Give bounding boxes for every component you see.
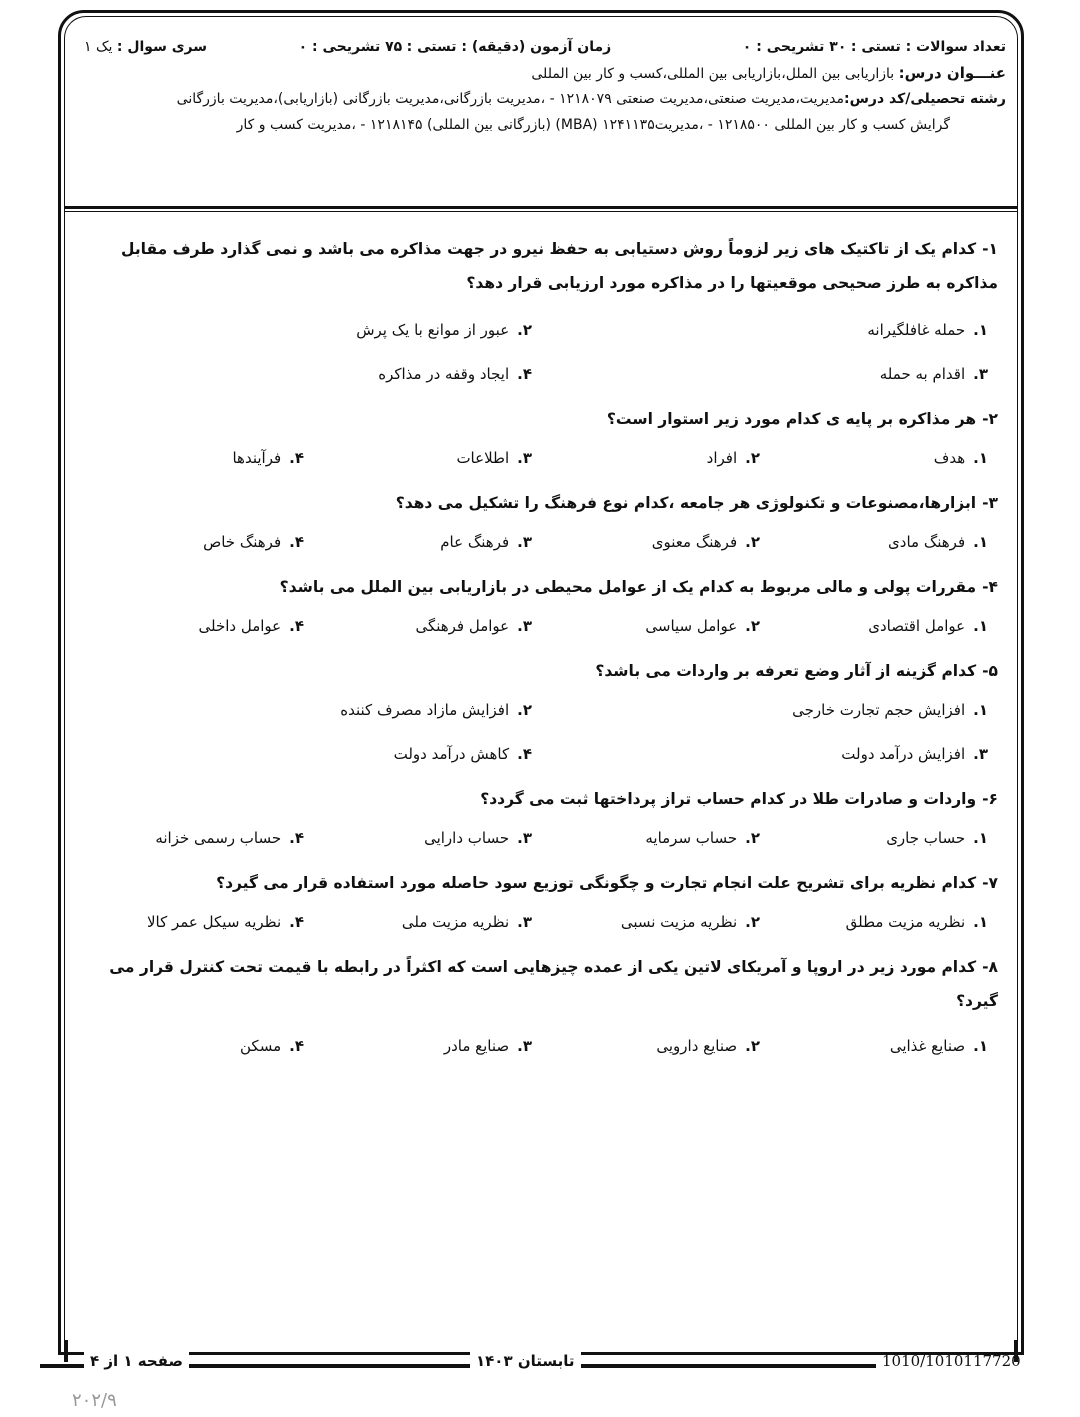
page-number: صفحه ۱ از ۴	[84, 1352, 189, 1370]
options	[86, 520, 998, 564]
page-footer	[40, 1352, 1026, 1382]
option[interactable]: ۴.فرآیندها	[232, 449, 304, 467]
question-text: ۲-هر مذاکره بر پایه ی کدام مورد زیر استوار است؟	[606, 410, 998, 428]
option[interactable]: ۲.فرهنگ معنوی	[651, 533, 760, 551]
option[interactable]: ۳.عوامل فرهنگی	[415, 617, 532, 635]
option[interactable]: ۱.حساب جاری	[886, 829, 988, 847]
question-text: ۷-کدام نظریه برای تشریح علت انجام تجارت و چگونگی توزیع سود حاصله مورد استفاده قرار می گیرد؟	[216, 874, 998, 892]
exam-header	[80, 34, 1006, 138]
question-count: تعداد سوالات : تستی : ۳۰ تشریحی : ۰	[742, 39, 1006, 55]
options	[86, 816, 998, 860]
question	[86, 486, 998, 564]
question	[86, 782, 998, 860]
header-info-row	[80, 34, 1006, 60]
question-text: ۵-کدام گزینه از آثار وضع تعرفه بر واردات می باشد؟	[595, 662, 998, 680]
question	[86, 654, 998, 776]
option[interactable]: ۲.صنایع دارویی	[656, 1037, 760, 1055]
option[interactable]: ۱.نظریه مزیت مطلق	[845, 913, 988, 931]
option[interactable]: ۳.نظریه مزیت ملی	[401, 913, 532, 931]
question-text: ۴-مقررات پولی و مالی مربوط به کدام یک از عوامل محیطی در بازاریابی بین الملل می باشد؟	[279, 578, 998, 596]
option[interactable]: ۱.عوامل اقتصادی	[868, 617, 988, 635]
options	[86, 900, 998, 944]
option[interactable]: ۲.نظریه مزیت نسبی	[620, 913, 760, 931]
option[interactable]: ۳.صنایع مادر	[443, 1037, 532, 1055]
option[interactable]: ۲.عبور از موانع با یک پرش	[356, 321, 532, 339]
options	[86, 436, 998, 480]
question	[86, 866, 998, 944]
question	[86, 570, 998, 648]
option[interactable]: ۱.حمله غافلگیرانه	[867, 321, 988, 339]
option[interactable]: ۴.مسکن	[240, 1037, 304, 1055]
option[interactable]: ۴.نظریه سیکل عمر کالا	[146, 913, 304, 931]
question	[86, 232, 998, 396]
field-code-line1: رشته تحصیلی/کد درس:مدیریت،مدیریت صنعتی،مدیریت صنعتی ۱۲۱۸۰۷۹ - ،مدیریت بازرگانی،مدیریت بازرگانی (بازاریابی)،مدیریت بازرگانی	[176, 91, 1006, 107]
exam-code: 1010/1010117720	[882, 1352, 1021, 1370]
option[interactable]: ۱.صنایع غذایی	[889, 1037, 988, 1055]
semester-label: تابستان ۱۴۰۳	[470, 1352, 581, 1370]
option[interactable]: ۳.حساب دارایی	[424, 829, 532, 847]
option[interactable]: ۲.افراد	[706, 449, 760, 467]
option[interactable]: ۴.حساب رسمی خزانه	[155, 829, 304, 847]
header-divider-thin	[64, 211, 1018, 212]
options	[86, 688, 998, 732]
option[interactable]: ۳.اطلاعات	[456, 449, 532, 467]
questions-list	[86, 226, 998, 1068]
option[interactable]: ۲.حساب سرمایه	[645, 829, 760, 847]
exam-time: زمان آزمون (دقیقه) : تستی : ۷۵ تشریحی : ۰	[298, 39, 612, 55]
field-code-line2: گرایش کسب و کار بین المللی ۱۲۱۸۵۰۰ - ،مدیریت۱۲۴۱۱۳۵ (MBA) (بازرگانی بین المللی) ۱۲۱۸۱۴۵ - ،مدیریت کسب و کار	[236, 117, 950, 133]
course-title: عنـــوان درس: بازاریابی بین الملل،بازاریابی بین المللی،کسب و کار بین المللی	[531, 64, 1006, 82]
question-text: ۸-کدام مورد زیر در اروپا و آمریکای لاتین یکی از عمده چیزهایی است که اکثراً در رابطه با قیمت تحت کنترل قرار می گیرد؟	[109, 958, 998, 1010]
question-series: سری سوال : یک ۱	[84, 39, 208, 55]
question-text: ۳-ابزارها،مصنوعات و تکنولوژی هر جامعه ،کدام نوع فرهنگ را تشکیل می دهد؟	[395, 494, 998, 512]
option[interactable]: ۴.عوامل داخلی	[198, 617, 304, 635]
question	[86, 402, 998, 480]
options	[86, 732, 998, 776]
option[interactable]: ۱.هدف	[933, 449, 988, 467]
page-stamp: ۲۰۲/۹	[72, 1390, 117, 1411]
option[interactable]: ۳.اقدام به حمله	[879, 365, 988, 383]
option[interactable]: ۱.افزایش حجم تجارت خارجی	[792, 701, 988, 719]
option[interactable]: ۳.افزایش درآمد دولت	[841, 745, 988, 763]
option[interactable]: ۴.کاهش درآمد دولت	[393, 745, 532, 763]
option[interactable]: ۲.عوامل سیاسی	[645, 617, 760, 635]
option[interactable]: ۴.ایجاد وقفه در مذاکره	[378, 365, 532, 383]
header-divider	[64, 206, 1018, 209]
option[interactable]: ۴.فرهنگ خاص	[203, 533, 304, 551]
question	[86, 950, 998, 1068]
option[interactable]: ۱.فرهنگ مادی	[888, 533, 988, 551]
question-text: ۶-واردات و صادرات طلا در کدام حساب تراز پرداختها ثبت می گردد؟	[480, 790, 998, 808]
options	[86, 308, 998, 352]
option[interactable]: ۳.فرهنگ عام	[440, 533, 532, 551]
options	[86, 352, 998, 396]
option[interactable]: ۲.افزایش مازاد مصرف کننده	[340, 701, 532, 719]
options	[86, 1024, 998, 1068]
question-text: ۱-کدام یک از تاکتیک های زیر لزوماً روش دستیابی به حفظ نیرو در جهت مذاکره می باشد و نمی گذارد طرف مقابل مذاکره به طرز صحیحی موقعیتها را در مذاکره مورد ارزیابی قرار دهد؟	[121, 240, 998, 292]
options	[86, 604, 998, 648]
